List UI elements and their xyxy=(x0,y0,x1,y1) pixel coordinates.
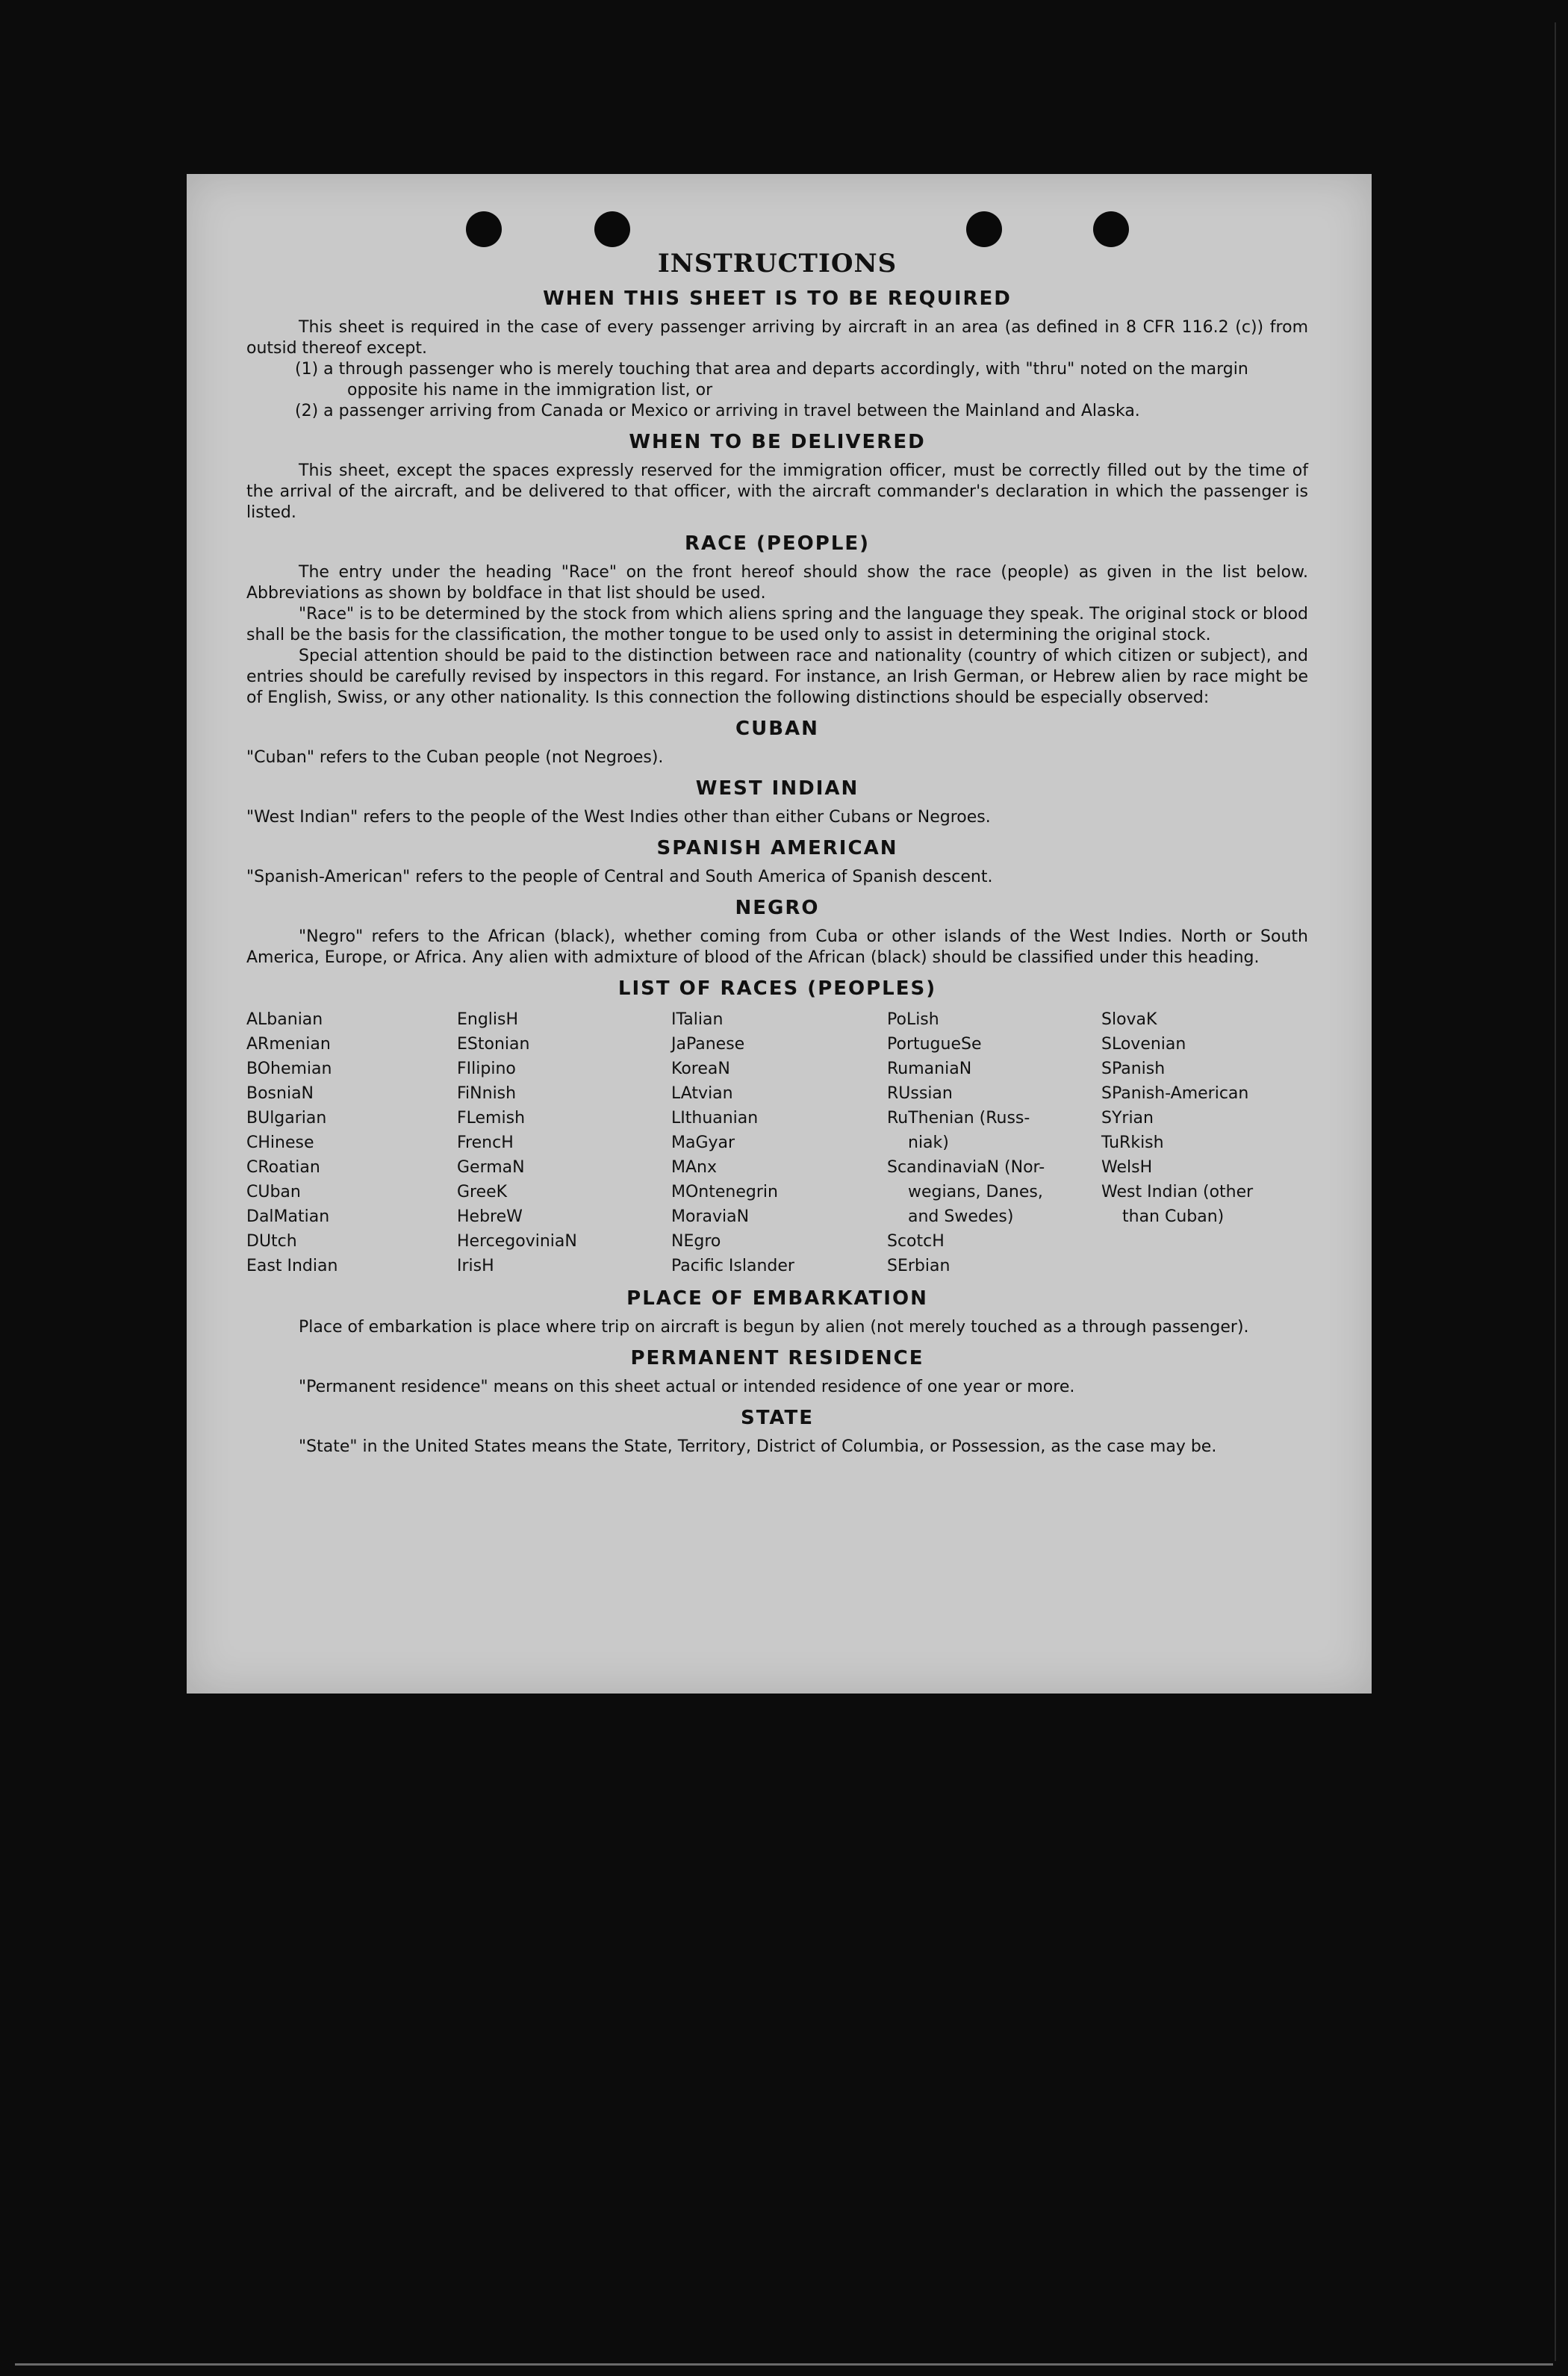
race-item: SPanish-American xyxy=(1101,1084,1249,1103)
race-column xyxy=(1101,1007,1318,1278)
race-item: CUban xyxy=(246,1183,301,1201)
section-heading: STATE xyxy=(740,1407,815,1429)
race-item: HebreW xyxy=(457,1207,523,1226)
section-heading: LIST OF RACES (PEOPLES) xyxy=(617,977,937,1000)
race-item: West Indian (other xyxy=(1101,1183,1254,1201)
race-item: KoreaN xyxy=(671,1060,730,1078)
paragraph: The entry under the heading "Race" on the front hereof should show the race (people) as given in the list below. Abbreviations as shown by boldface in that list should be used. xyxy=(246,563,1308,603)
race-item: ARmenian xyxy=(246,1035,331,1054)
race-item: and Swedes) xyxy=(908,1207,1014,1226)
race-item: IrisH xyxy=(457,1257,494,1275)
section-heading: PERMANENT RESIDENCE xyxy=(630,1347,924,1369)
race-item: RuThenian (Russ- xyxy=(887,1109,1030,1128)
paragraph: "West Indian" refers to the people of the West Indies other than either Cubans or Negroes. xyxy=(246,808,991,827)
paragraph: "State" in the United States means the State, Territory, District of Columbia, or Possession, as the case may be. xyxy=(299,1437,1217,1456)
film-edge xyxy=(15,2363,1553,2366)
section-heading: SPANISH AMERICAN xyxy=(656,837,898,859)
section-heading: WEST INDIAN xyxy=(695,777,859,800)
paragraph: This sheet is required in the case of every passenger arriving by aircraft in an area (as defined in 8 CFR 116.2 (c)) from outsid thereof except. xyxy=(246,318,1308,358)
race-item: PortugueSe xyxy=(887,1035,982,1054)
race-item: WelsH xyxy=(1101,1158,1153,1177)
race-item: PoLish xyxy=(887,1010,939,1029)
paragraph: "Race" is to be determined by the stock from which aliens spring and the language they speak. The original stock or blood shall be the basis for the classification, the mother tongue to be used only to assist in determining the original stock. xyxy=(246,605,1308,644)
race-item: GermaN xyxy=(457,1158,525,1177)
section-heading: CUBAN xyxy=(735,718,819,740)
race-item: EStonian xyxy=(457,1035,530,1054)
paragraph: "Permanent residence" means on this sheet actual or intended residence of one year or more. xyxy=(299,1378,1075,1396)
race-item: MaGyar xyxy=(671,1133,735,1152)
paragraph: "Cuban" refers to the Cuban people (not Negroes). xyxy=(246,748,664,767)
race-item: Pacific Islander xyxy=(671,1257,794,1275)
race-item: LIthuanian xyxy=(671,1109,759,1128)
race-item: FiNnish xyxy=(457,1084,517,1103)
section-heading: WHEN THIS SHEET IS TO BE REQUIRED xyxy=(543,287,1012,310)
section-heading: PLACE OF EMBARKATION xyxy=(626,1287,928,1310)
race-item: FLemish xyxy=(457,1109,526,1128)
race-item: MOntenegrin xyxy=(671,1183,778,1201)
race-item: HercegoviniaN xyxy=(457,1232,577,1251)
race-item: EnglisH xyxy=(457,1010,519,1029)
race-item: DUtch xyxy=(246,1232,297,1251)
race-item: FIlipino xyxy=(457,1060,516,1078)
list-item: (1) a through passenger who is merely touching that area and departs accordingly, with "thru" noted on the margin opposite his name in the immigration list, or xyxy=(295,360,1248,399)
document-sheet xyxy=(187,174,1372,1694)
race-item: niak) xyxy=(908,1133,949,1152)
race-item: LAtvian xyxy=(671,1084,733,1103)
race-item: MAnx xyxy=(671,1158,717,1177)
race-item: NEgro xyxy=(671,1232,721,1251)
race-item: SLovenian xyxy=(1101,1035,1186,1054)
section-heading: WHEN TO BE DELIVERED xyxy=(629,431,926,453)
race-item: DalMatian xyxy=(246,1207,330,1226)
race-column xyxy=(887,1007,1101,1278)
paragraph: "Spanish-American" refers to the people of Central and South America of Spanish descent. xyxy=(246,868,993,886)
punch-hole xyxy=(966,211,1002,247)
race-item: than Cuban) xyxy=(1122,1207,1225,1226)
race-item: CHinese xyxy=(246,1133,314,1152)
race-column xyxy=(457,1007,671,1278)
race-item: RUssian xyxy=(887,1084,953,1103)
race-list xyxy=(246,1007,1308,1278)
paragraph: Place of embarkation is place where trip on aircraft is begun by alien (not merely touched as a through passenger). xyxy=(299,1318,1249,1337)
race-item: BUlgarian xyxy=(246,1109,327,1128)
race-item: TuRkish xyxy=(1101,1133,1164,1152)
race-item: ALbanian xyxy=(246,1010,323,1029)
paragraph: Special attention should be paid to the distinction between race and nationality (country of which citizen or subject), and entries should be carefully revised by inspectors in this regard. For instance, an Irish German, or Hebrew alien by race might be of English, Swiss, or any other nationality. Is this connection the following distinctions should be especially observed: xyxy=(246,647,1308,707)
paragraph: "Negro" refers to the African (black), whether coming from Cuba or other islands of the West Indies. North or South America, Europe, or Africa. Any alien with admixture of blood of the African (black) should be classified under this heading. xyxy=(246,927,1308,967)
page-title: INSTRUCTIONS xyxy=(657,249,897,279)
race-item: MoraviaN xyxy=(671,1207,750,1226)
document-body xyxy=(246,249,1308,1458)
race-item: BosniaN xyxy=(246,1084,314,1103)
race-item: SErbian xyxy=(887,1257,951,1275)
race-item: SYrian xyxy=(1101,1109,1154,1128)
race-item: East Indian xyxy=(246,1257,338,1275)
punch-hole xyxy=(1093,211,1129,247)
race-item: RumaniaN xyxy=(887,1060,972,1078)
race-item: GreeK xyxy=(457,1183,508,1201)
race-item: ITalian xyxy=(671,1010,724,1029)
race-item: wegians, Danes, xyxy=(908,1183,1043,1201)
race-item: ScandinaviaN (Nor- xyxy=(887,1158,1045,1177)
race-column xyxy=(246,1007,457,1278)
film-edge xyxy=(1555,22,1556,2361)
race-item: CRoatian xyxy=(246,1158,320,1177)
punch-hole xyxy=(466,211,502,247)
list-item: (2) a passenger arriving from Canada or Mexico or arriving in travel between the Mainland and Alaska. xyxy=(295,402,1140,420)
race-item: SPanish xyxy=(1101,1060,1166,1078)
race-item: JaPanese xyxy=(671,1035,745,1054)
race-item: FrencH xyxy=(457,1133,514,1152)
race-item: SlovaK xyxy=(1101,1010,1157,1029)
race-item: ScotcH xyxy=(887,1232,945,1251)
section-heading: NEGRO xyxy=(735,897,820,919)
paragraph: This sheet, except the spaces expressly reserved for the immigration officer, must be correctly filled out by the time of the arrival of the aircraft, and be delivered to that officer, with the aircraft commander's declaration in which the passenger is listed. xyxy=(246,461,1308,522)
race-column xyxy=(671,1007,887,1278)
section-heading: RACE (PEOPLE) xyxy=(684,532,871,555)
punch-hole xyxy=(594,211,630,247)
race-item: BOhemian xyxy=(246,1060,332,1078)
